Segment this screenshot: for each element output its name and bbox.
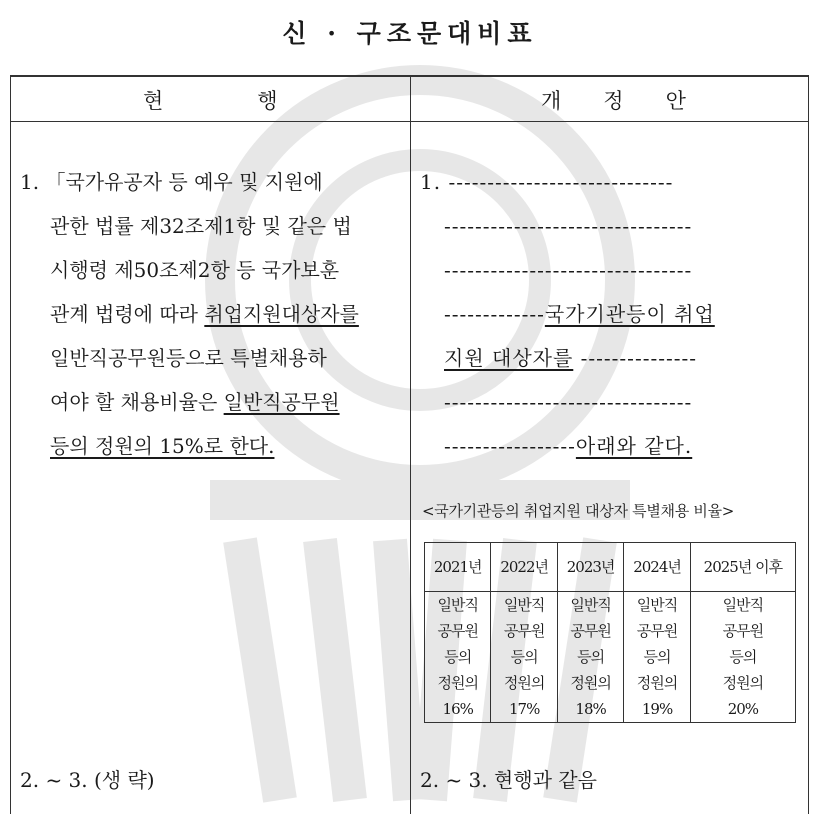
- text-line: [20, 292, 359, 336]
- text-segment: -------------: [444, 302, 545, 326]
- underlined-text: 등의 정원의 15%로 한다.: [50, 434, 275, 458]
- rate-cell: 일반직 공무원 등의 정원의 16%: [425, 592, 491, 723]
- underlined-text: 지원 대상자를: [444, 346, 574, 370]
- text-segment: 여야 할 채용비율은: [50, 390, 224, 414]
- underlined-text: 취업지원대상자를: [204, 302, 359, 326]
- rate-cell: 일반직 공무원 등의 정원의 20%: [690, 592, 795, 723]
- revised-item-1: [420, 160, 715, 468]
- year-header: 2022년: [491, 543, 557, 592]
- rate-cell: 일반직 공무원 등의 정원의 19%: [624, 592, 690, 723]
- header-current: [143, 85, 280, 115]
- year-header: 2023년: [557, 543, 623, 592]
- table-header-row: [425, 543, 796, 592]
- year-header: 2025년 이후: [690, 543, 795, 592]
- header-current-char: 행: [257, 89, 280, 113]
- text-line: --------------------------------: [444, 214, 693, 238]
- current-item-1: [20, 160, 359, 468]
- text-line: [20, 380, 359, 424]
- header-revised-char: 안: [665, 89, 688, 113]
- column-divider: [410, 77, 411, 814]
- header-divider: [11, 121, 808, 122]
- text-segment: -----------------: [444, 434, 576, 458]
- table-row: [425, 592, 796, 723]
- header-revised: [541, 85, 688, 115]
- text-line: 일반직공무원등으로 특별채용하: [50, 346, 327, 370]
- text-line: --------------------------------: [444, 390, 693, 414]
- text-line: 1. -----------------------------: [420, 170, 674, 194]
- text-line: --------------------------------: [444, 258, 693, 282]
- text-line: [420, 424, 715, 468]
- text-segment: ---------------: [573, 346, 698, 370]
- header-current-char: 현: [143, 89, 166, 113]
- text-segment: 관계 법령에 따라: [50, 302, 205, 326]
- header-revised-char: 정: [603, 89, 626, 113]
- text-line: 관한 법률 제32조제1항 및 같은 법: [50, 214, 352, 238]
- current-item-2: 2. ~ 3. (생 략): [20, 768, 155, 792]
- year-header: 2024년: [624, 543, 690, 592]
- text-line: [420, 292, 715, 336]
- underlined-text: 국가기관등이 취업: [544, 302, 715, 326]
- year-header: 2021년: [425, 543, 491, 592]
- underlined-text: 일반직공무원: [223, 390, 340, 414]
- header-revised-char: 개: [541, 89, 564, 113]
- table-caption: <국가기관등의 취업지원 대상자 특별채용 비율>: [422, 502, 735, 520]
- rate-cell: 일반직 공무원 등의 정원의 18%: [557, 592, 623, 723]
- text-line: [420, 336, 715, 380]
- underlined-text: 아래와 같다.: [575, 434, 693, 458]
- rate-cell: 일반직 공무원 등의 정원의 17%: [491, 592, 557, 723]
- text-line: 1. 「국가유공자 등 예우 및 지원에: [20, 170, 323, 194]
- text-line: 시행령 제50조제2항 등 국가보훈: [50, 258, 340, 282]
- document-title: 신 · 구조문대비표: [282, 19, 538, 48]
- hiring-rate-table: [424, 542, 796, 723]
- revised-item-2: 2. ~ 3. 현행과 같음: [420, 768, 597, 792]
